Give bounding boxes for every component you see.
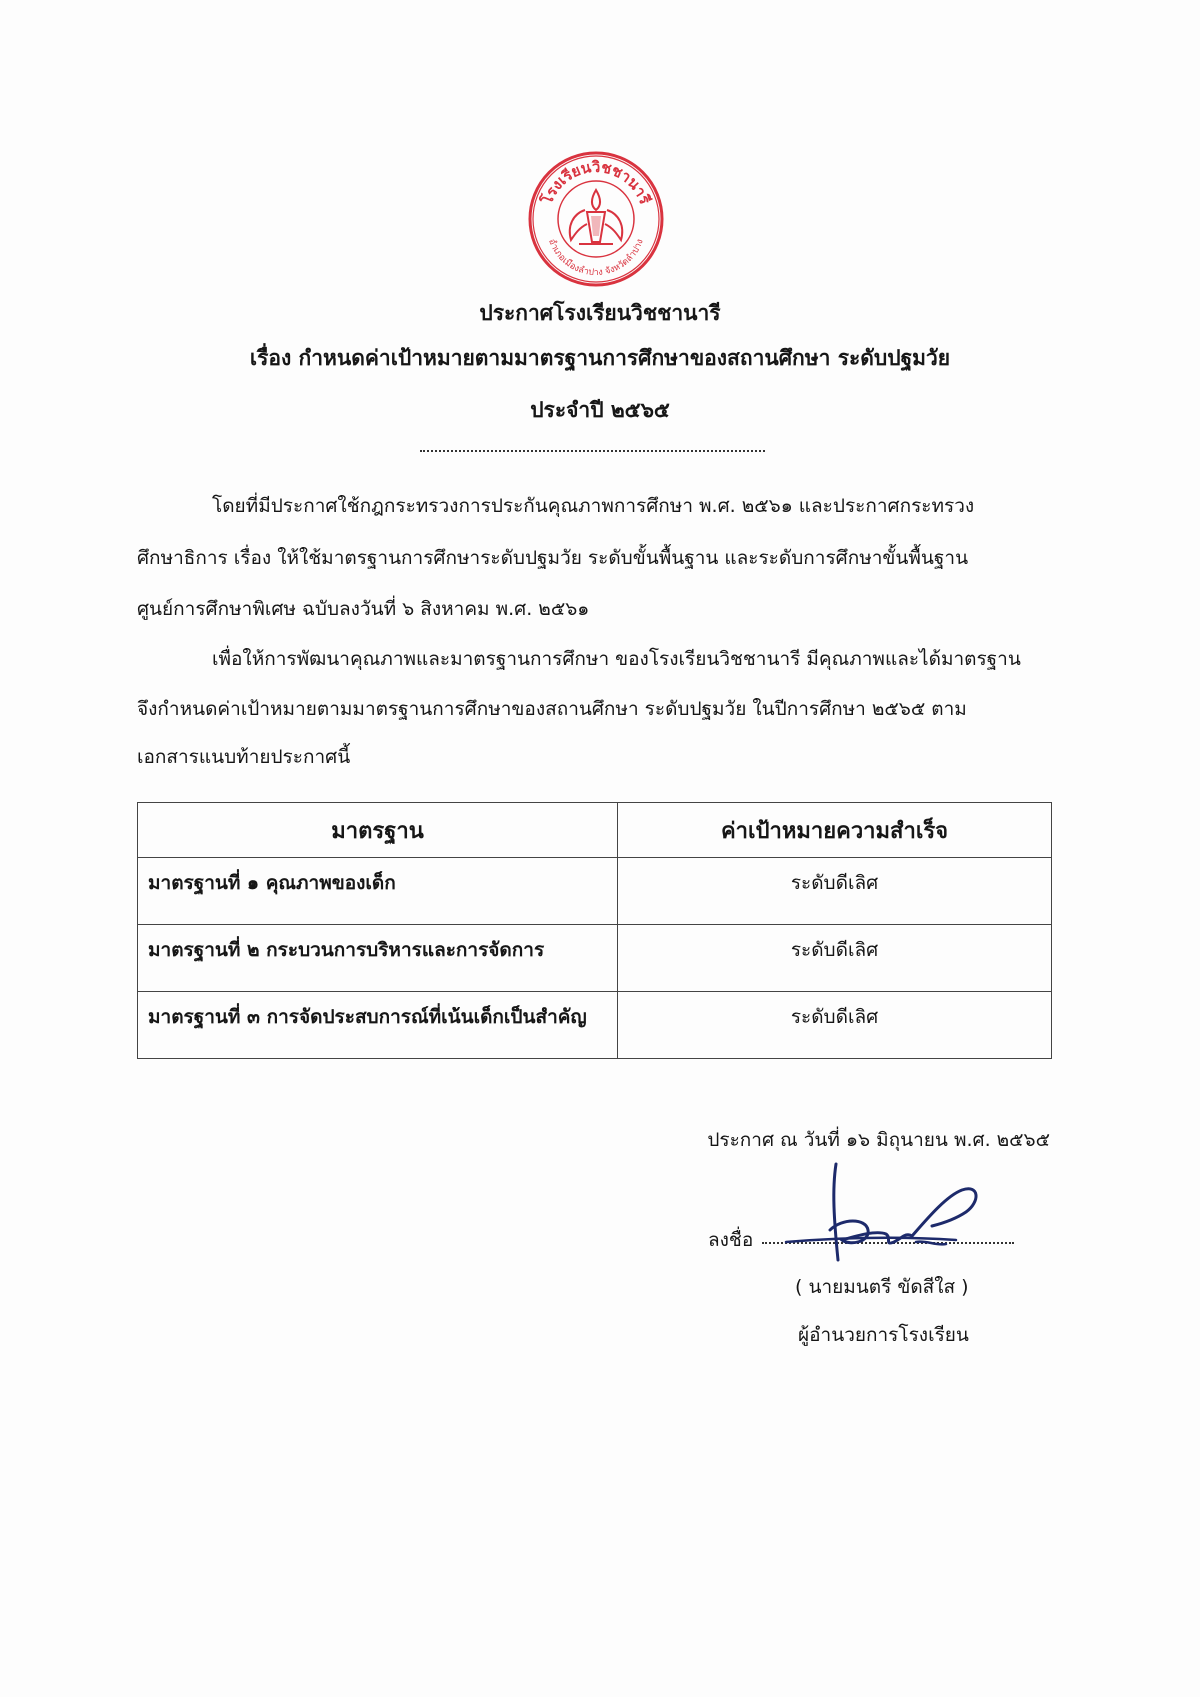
standard-name: มาตรฐานที่ ๑ คุณภาพของเด็ก: [138, 858, 618, 925]
header-target: ค่าเป้าหมายความสำเร็จ: [618, 803, 1052, 858]
paragraph-1-line-3: ศูนย์การศึกษาพิเศษ ฉบับลงวันที่ ๖ สิงหาคม พ.ศ. ๒๕๖๑: [137, 598, 590, 620]
paragraph-1-line-2: ศึกษาธิการ เรื่อง ให้ใช้มาตรฐานการศึกษาระดับปฐมวัย ระดับขั้นพื้นฐาน และระดับการศึกษาขั้นพื้นฐาน: [137, 547, 969, 569]
announcement-date: ประกาศ ณ วันที่ ๑๖ มิถุนายน พ.ศ. ๒๕๖๕: [707, 1129, 1050, 1151]
paragraph-2-line-1: เพื่อให้การพัฒนาคุณภาพและมาตรฐานการศึกษา ของโรงเรียนวิชชานารี มีคุณภาพและได้มาตรฐาน: [212, 648, 1021, 670]
announcement-title: ประกาศโรงเรียนวิชชานารี: [479, 301, 721, 325]
table-header-row: [138, 803, 1052, 858]
standard-name: มาตรฐานที่ ๓ การจัดประสบการณ์ที่เน้นเด็กเป็นสำคัญ: [138, 992, 618, 1059]
table-row: [138, 992, 1052, 1059]
standard-target: ระดับดีเลิศ: [618, 992, 1052, 1059]
announcement-subject: เรื่อง กำหนดค่าเป้าหมายตามมาตรฐานการศึกษาของสถานศึกษา ระดับปฐมวัย: [249, 346, 951, 370]
svg-text:โรงเรียนวิชชานารี: โรงเรียนวิชชานารี: [537, 157, 655, 207]
paragraph-2-line-2: จึงกำหนดค่าเป้าหมายตามมาตรฐานการศึกษาของสถานศึกษา ระดับปฐมวัย ในปีการศึกษา ๒๕๖๕ ตาม: [137, 698, 967, 720]
announcement-year: ประจำปี ๒๕๖๕: [530, 398, 670, 422]
table-row: [138, 925, 1052, 992]
signatory-position: ผู้อำนวยการโรงเรียน: [798, 1324, 969, 1346]
standard-target: ระดับดีเลิศ: [618, 925, 1052, 992]
title-divider: [420, 450, 765, 452]
signature-label: ลงชื่อ: [708, 1229, 754, 1251]
table-row: [138, 858, 1052, 925]
paragraph-2-line-3: เอกสารแนบท้ายประกาศนี้: [137, 746, 351, 768]
handwritten-signature: [776, 1160, 986, 1270]
standard-target: ระดับดีเลิศ: [618, 858, 1052, 925]
header-standard: มาตรฐาน: [138, 803, 618, 858]
svg-text:อำเภอเมืองลำปาง จังหวัดลำปาง: อำเภอเมืองลำปาง จังหวัดลำปาง: [546, 237, 646, 279]
school-seal-logo: [527, 150, 665, 288]
standard-name: มาตรฐานที่ ๒ กระบวนการบริหารและการจัดการ: [138, 925, 618, 992]
standards-table: [137, 802, 1052, 1059]
signatory-name: ( นายมนตรี ขัดสีใส ): [795, 1276, 969, 1298]
paragraph-1-line-1: โดยที่มีประกาศใช้กฎกระทรวงการประกันคุณภาพการศึกษา พ.ศ. ๒๕๖๑ และประกาศกระทรวง: [212, 495, 975, 517]
